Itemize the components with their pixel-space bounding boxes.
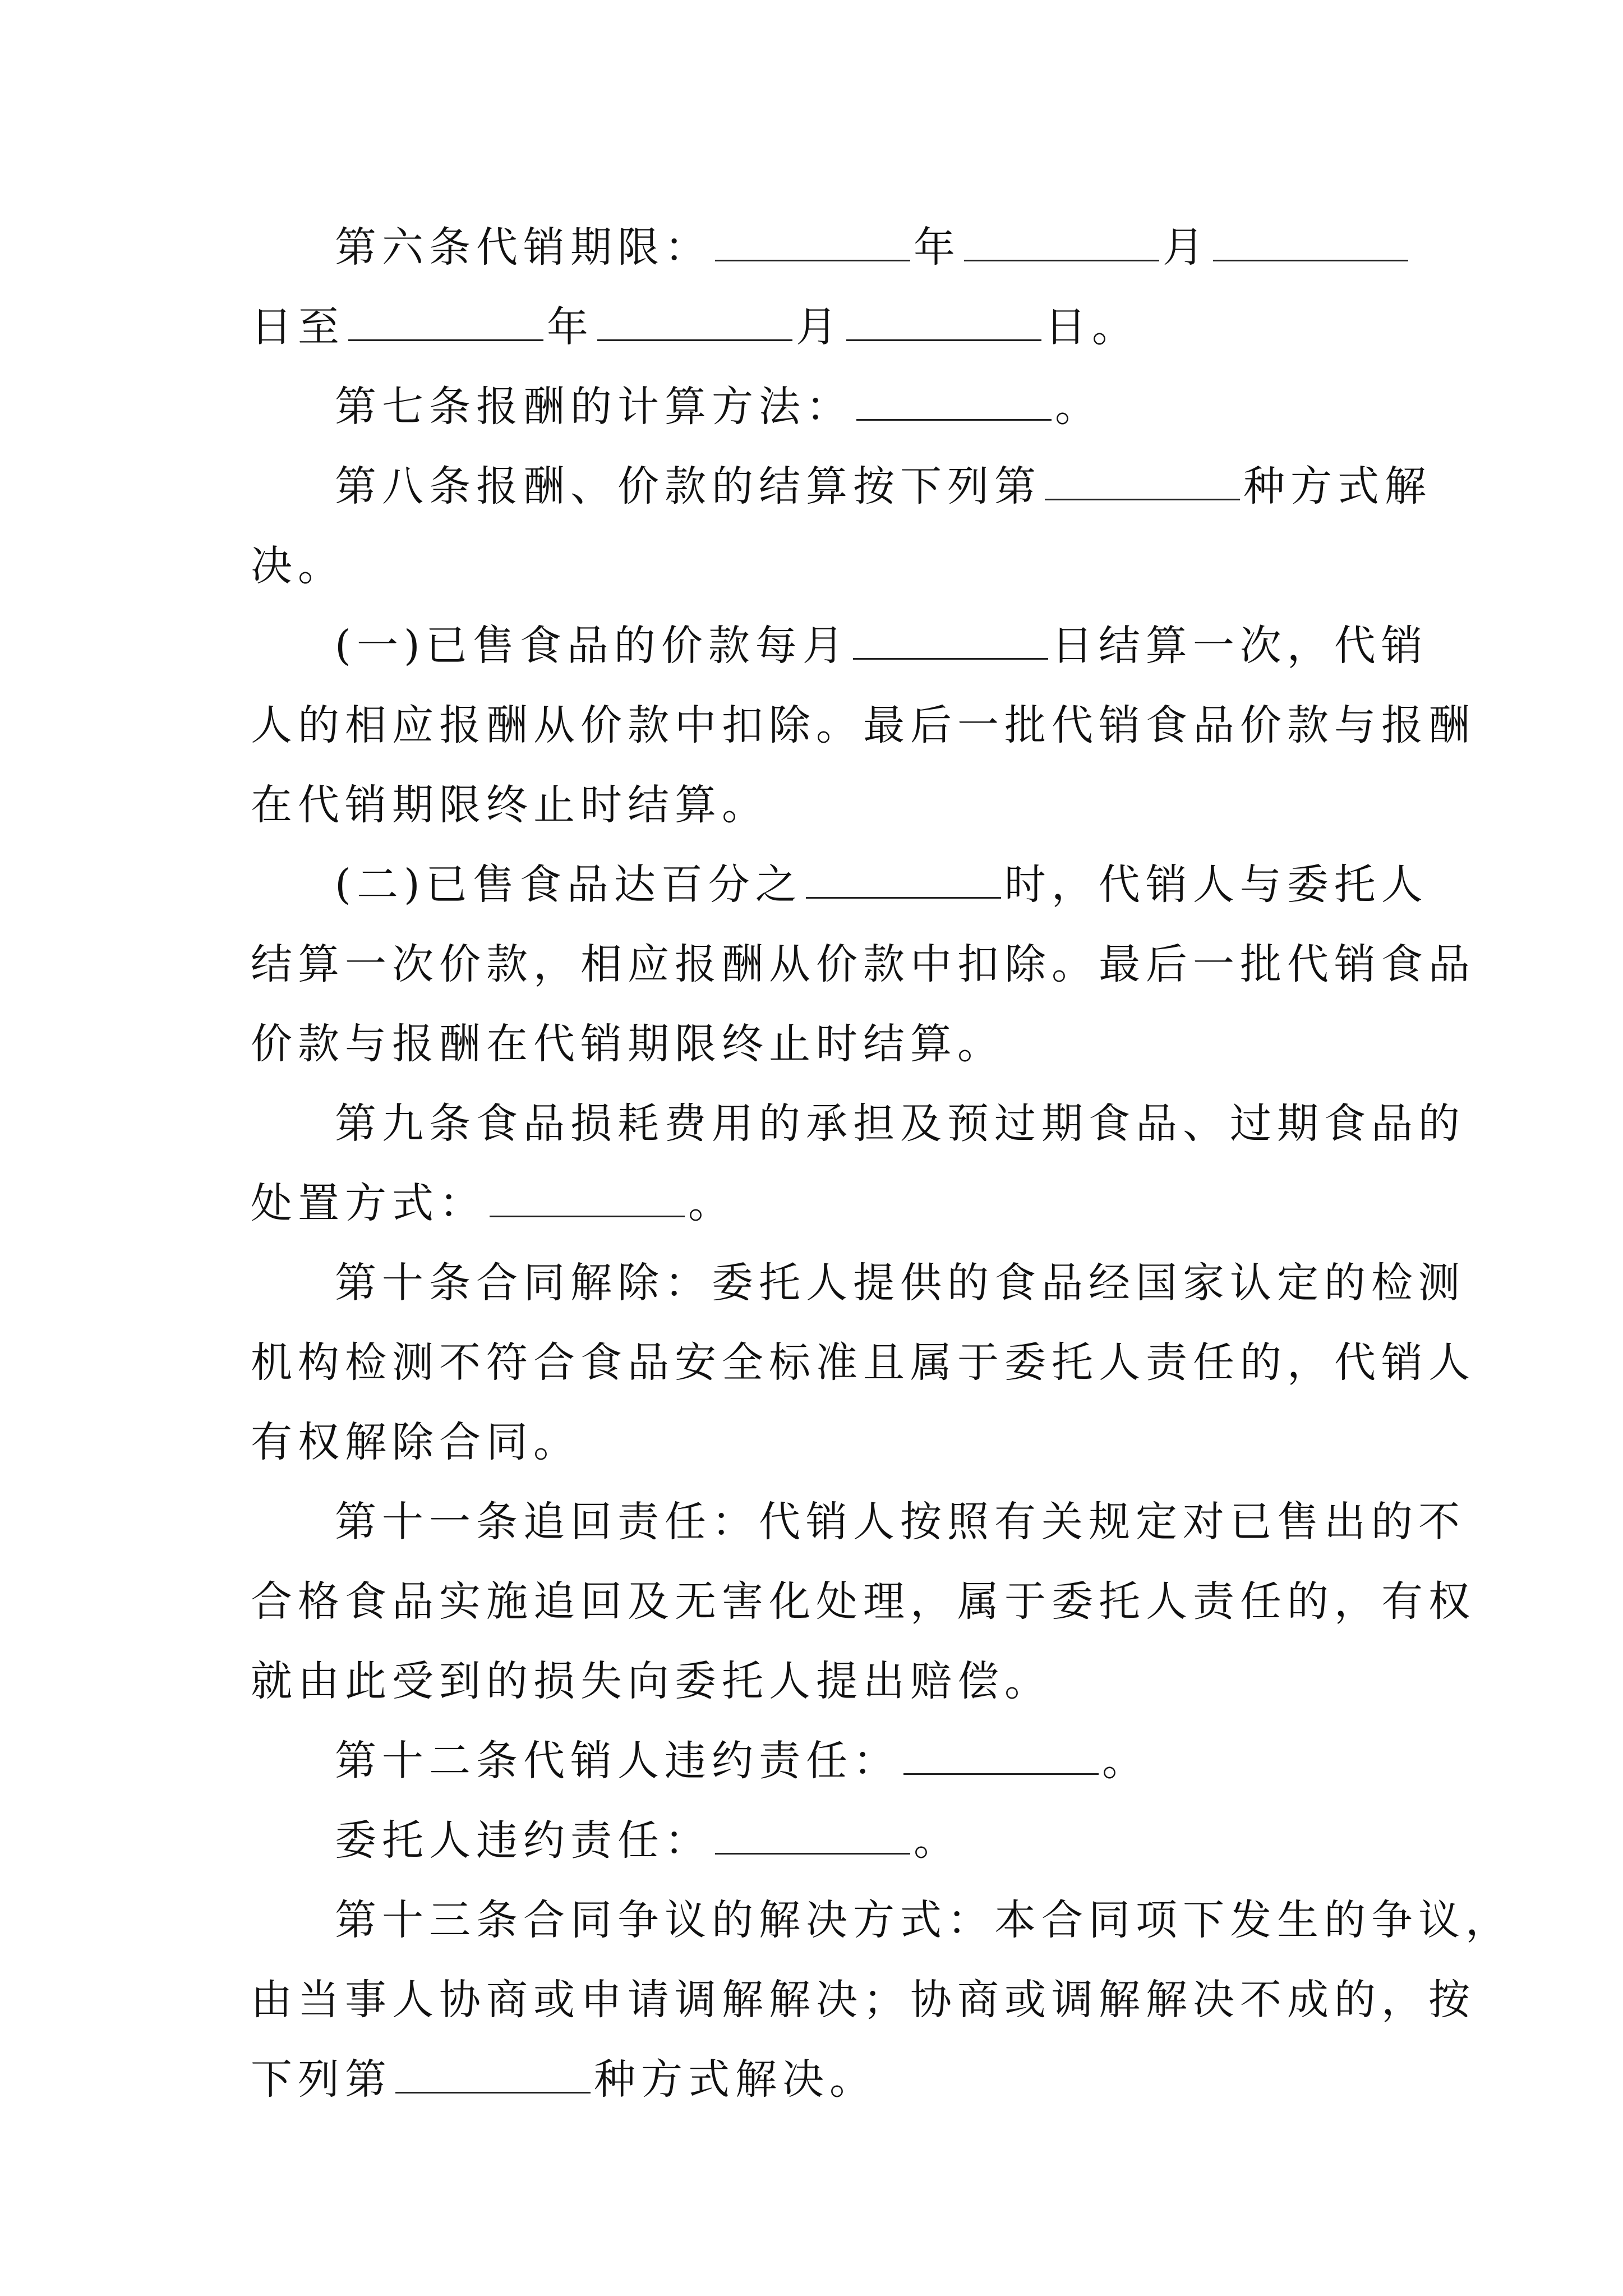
agent-liability-blank[interactable]	[903, 1740, 1099, 1775]
option-2-line-3	[251, 1004, 1372, 1084]
article-11-text: 第十一条追回责任：代销人按照有关规定对已售出的不	[335, 1498, 1465, 1546]
article-10-text: 第十条合同解除：委托人提供的食品经国家认定的检测	[335, 1259, 1465, 1307]
article-11-line-3	[251, 1641, 1372, 1721]
article-10-text-3: 有权解除合同。	[251, 1418, 580, 1466]
article-8-text-end: 决。	[251, 542, 345, 590]
article-13-line-3	[251, 2040, 1372, 2119]
article-9-line-2	[251, 1163, 1372, 1243]
month-label: 月	[1163, 223, 1210, 272]
option-1-text-tail: 日结算一次，代销	[1051, 622, 1428, 670]
article-12-line-1	[251, 1721, 1372, 1801]
article-10-line-3	[251, 1402, 1372, 1482]
option-2-line-2	[251, 924, 1476, 1004]
article-13-text-tail: 种方式解决。	[594, 2055, 877, 2104]
sold-percentage-blank[interactable]	[806, 863, 1001, 899]
article-9-text: 第九条食品损耗费用的承担及预过期食品、过期食品的	[335, 1099, 1465, 1148]
option-1-text-3: 在代销期限终止时结算。	[251, 781, 769, 829]
article-10-line-1	[251, 1243, 1465, 1323]
option-1-line-2	[251, 685, 1476, 765]
option-2-line-1	[251, 845, 1428, 924]
article-6-text: 第六条代销期限：	[335, 223, 712, 272]
article-8-line-2	[251, 526, 1372, 606]
article-13-text: 第十三条合同争议的解决方式：本合同项下发生的争议，	[335, 1896, 1513, 1944]
option-1-text: (一)已售食品的价款每月	[335, 622, 850, 670]
article-9-line-1	[251, 1084, 1465, 1163]
article-13-line-2	[251, 1960, 1476, 2040]
article-7-line-1	[251, 367, 1372, 447]
settlement-option-blank[interactable]	[1045, 465, 1240, 500]
principal-liability-blank[interactable]	[715, 1819, 910, 1855]
article-12-line-2	[251, 1801, 1372, 1880]
end-day-blank[interactable]	[846, 306, 1041, 341]
disposal-method-blank[interactable]	[490, 1182, 685, 1217]
article-13-text-3: 下列第	[251, 2055, 392, 2104]
article-8-text: 第八条报酬、价款的结算按下列第	[335, 462, 1041, 510]
article-13-line-1	[251, 1880, 1513, 1960]
article-6-line-1	[251, 208, 1372, 287]
article-7-text: 第七条报酬的计算方法：	[335, 383, 853, 431]
article-11-line-1	[251, 1482, 1465, 1562]
article-11-line-2	[251, 1562, 1476, 1641]
period-mark: 。	[688, 1179, 735, 1227]
article-10-text-2: 机构检测不符合食品安全标准且属于委托人责任的，代销人	[251, 1338, 1476, 1387]
month-label: 月	[796, 303, 843, 351]
article-10-line-2	[251, 1323, 1476, 1402]
article-8-text-tail: 种方式解	[1243, 462, 1432, 510]
start-year-blank[interactable]	[715, 226, 910, 261]
start-month-blank[interactable]	[964, 226, 1159, 261]
start-day-blank[interactable]	[1213, 226, 1408, 261]
option-1-line-3	[251, 765, 1372, 845]
article-11-text-2: 合格食品实施追回及无害化处理，属于委托人责任的，有权	[251, 1577, 1476, 1626]
remuneration-method-blank[interactable]	[856, 385, 1052, 421]
period-mark: 。	[914, 1816, 961, 1865]
option-2-text-2: 结算一次价款，相应报酬从价款中扣除。最后一批代销食品	[251, 940, 1476, 988]
option-1-line-1	[251, 606, 1428, 685]
end-year-blank[interactable]	[348, 306, 543, 341]
option-1-text-2: 人的相应报酬从价款中扣除。最后一批代销食品价款与报酬	[251, 701, 1476, 749]
option-2-text: (二)已售食品达百分之	[335, 861, 803, 909]
article-12-text-2: 委托人违约责任：	[335, 1816, 712, 1865]
article-13-text-2: 由当事人协商或申请调解解决；协商或调解解决不成的，按	[251, 1976, 1476, 2024]
article-8-line-1	[251, 447, 1432, 526]
contract-body	[251, 208, 1513, 2119]
option-2-text-tail: 时，代销人与委托人	[1004, 861, 1428, 909]
year-label: 年	[547, 303, 594, 351]
monthly-settlement-day-blank[interactable]	[853, 624, 1048, 660]
end-month-blank[interactable]	[597, 306, 792, 341]
period-mark: 。	[1055, 383, 1102, 431]
article-12-text: 第十二条代销人违约责任：	[335, 1737, 900, 1785]
article-11-text-3: 就由此受到的损失向委托人提出赔偿。	[251, 1657, 1052, 1705]
article-9-text-2: 处置方式：	[251, 1179, 486, 1227]
period-mark: 。	[1102, 1737, 1149, 1785]
article-6-line-2	[251, 287, 1372, 367]
year-label: 年	[914, 223, 961, 272]
day-end-label: 日。	[1045, 303, 1139, 351]
day-to-label: 日至	[251, 303, 345, 351]
dispute-option-blank[interactable]	[395, 2058, 591, 2093]
option-2-text-3: 价款与报酬在代销期限终止时结算。	[251, 1020, 1004, 1068]
